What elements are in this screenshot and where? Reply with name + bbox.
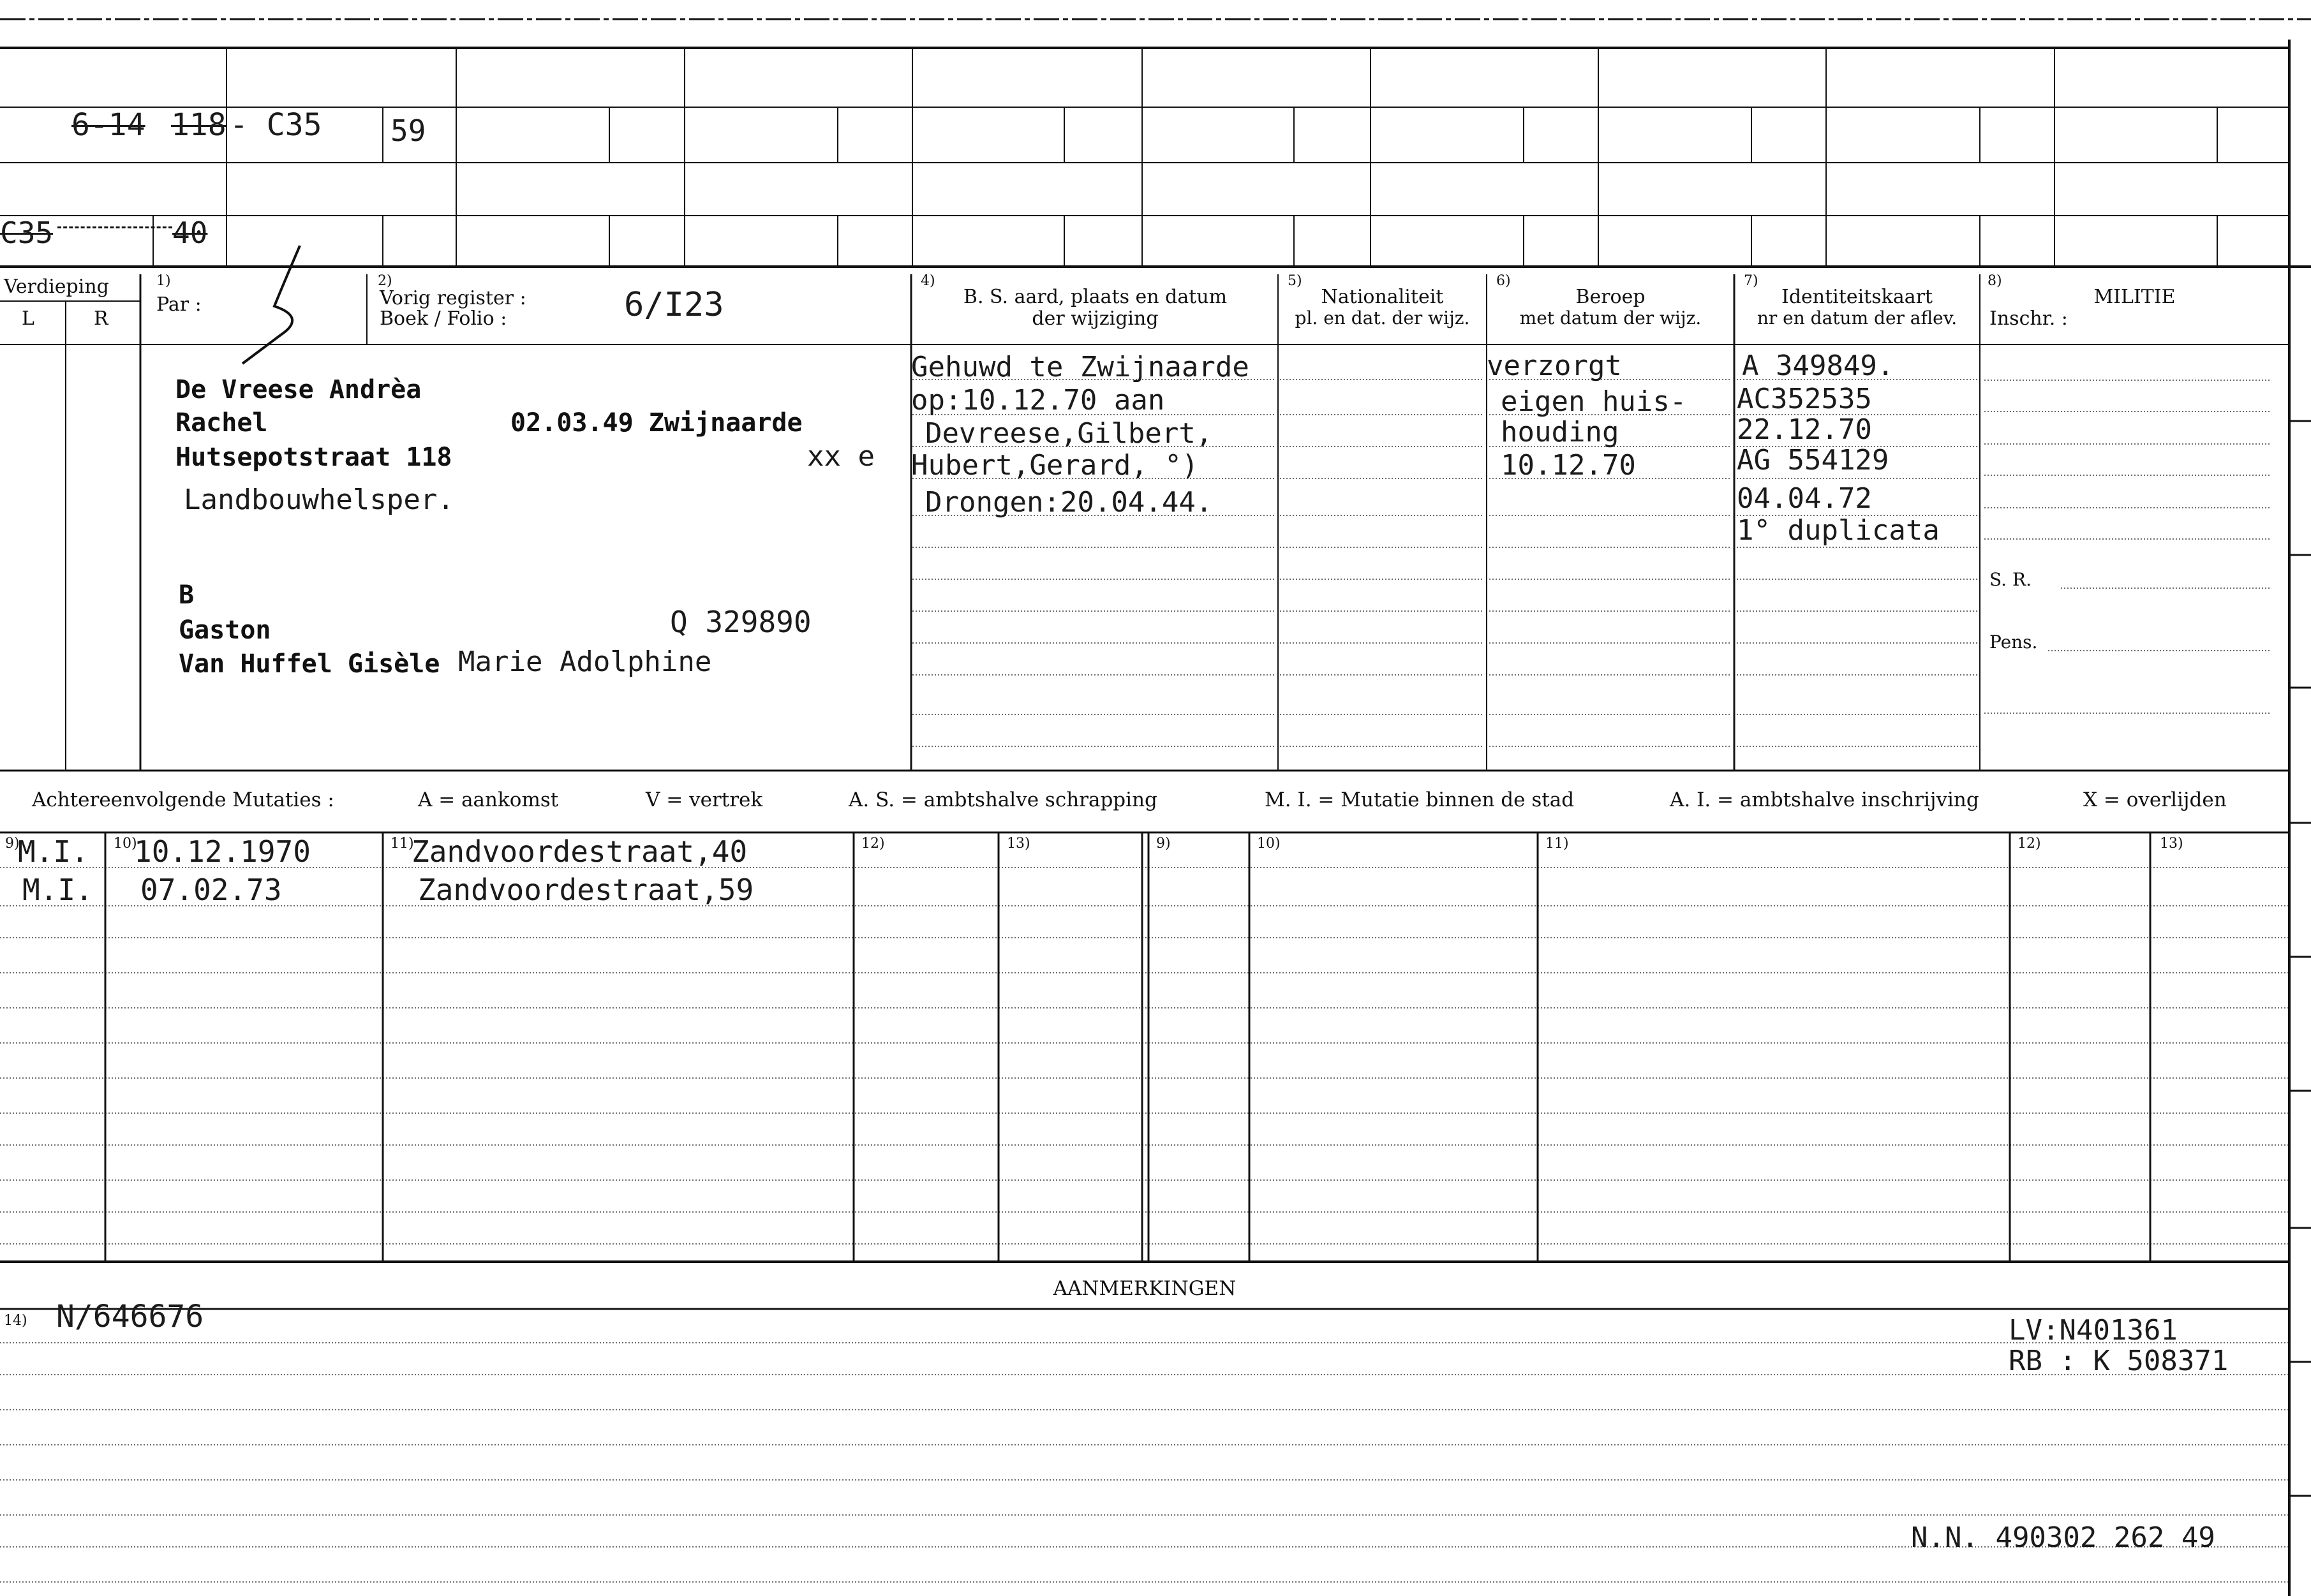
civil-line-1: Gehuwd te Zwijnaarde: [911, 351, 1249, 383]
header-5-num: 5): [1288, 273, 1302, 289]
father-firstname: Gaston: [179, 616, 271, 645]
civil-line-3: Devreese,Gilbert,: [925, 417, 1213, 450]
mut-col-11b: 11): [1545, 836, 1569, 852]
mut-col-10: 10): [114, 836, 137, 852]
mut-col-13b: 13): [2160, 836, 2183, 852]
id-line-3: 22.12.70: [1737, 413, 1872, 446]
header-2-num: 2): [378, 273, 392, 289]
header-l: L: [22, 307, 34, 330]
mother-names: Marie Adolphine: [458, 646, 712, 678]
legend-a: A = aankomst: [418, 788, 559, 811]
legend-v: V = vertrek: [646, 788, 763, 811]
person-address: Hutsepotstraat 118: [175, 443, 452, 472]
civil-line-2: op:10.12.70 aan: [911, 384, 1165, 417]
header-8-num: 8): [1988, 273, 2002, 289]
remarks-value: N/646676: [56, 1299, 204, 1334]
remarks-title: AANMERKINGEN: [1053, 1277, 1237, 1300]
top-old-number-a: 6-14: [71, 107, 145, 143]
top-old-code: C35: [0, 216, 54, 250]
id-line-1: A 349849.: [1742, 350, 1894, 382]
civil-line-4: Hubert,Gerard, °): [911, 449, 1199, 482]
mutation-type-2: M.I.: [22, 873, 93, 907]
mother-name: Van Huffel Gisèle: [179, 649, 440, 679]
id-line-5: 04.04.72: [1737, 482, 1872, 515]
beroep-line-3: houding: [1501, 416, 1619, 448]
header-boek-folio: Boek / Folio :: [380, 307, 507, 330]
beroep-line-4: 10.12.70: [1501, 449, 1636, 482]
person-birth: 02.03.49 Zwijnaarde: [510, 408, 803, 438]
legend-ai: A. I. = ambtshalve inschrijving: [1670, 788, 1979, 811]
legend-x: X = overlijden: [2083, 788, 2227, 811]
header-vorig-register: Vorig register :: [380, 287, 526, 309]
id-line-6: 1° duplicata: [1737, 514, 1940, 547]
strike-dash: [57, 226, 172, 228]
person-occupation: Landbouwhelsper.: [184, 484, 454, 516]
mutation-address-1: Zandvoordestraat,40: [412, 834, 748, 869]
parent-initial: B: [179, 580, 195, 610]
id-line-4: AG 554129: [1737, 444, 1889, 477]
header-nationaliteit: Nationaliteit: [1321, 286, 1444, 308]
civil-line-5: Drongen:20.04.44.: [925, 486, 1213, 519]
header-identiteitskaart: Identiteitskaart: [1781, 286, 1933, 308]
top-old-number-c: 40: [172, 216, 208, 250]
header-4-num: 4): [921, 273, 935, 289]
person-firstname: Rachel: [175, 408, 268, 438]
person-name: De Vreese Andrèa: [175, 375, 422, 404]
header-identiteitskaart-sub: nr en datum der aflev.: [1757, 307, 1958, 329]
person-mark: xx e: [807, 440, 875, 473]
beroep-line-1: verzorgt: [1487, 350, 1622, 382]
label-pens: Pens.: [1989, 632, 2038, 653]
legend-mi: M. I. = Mutatie binnen de stad: [1265, 788, 1575, 811]
header-wijziging: der wijziging: [1032, 307, 1159, 330]
header-r: R: [94, 307, 108, 330]
top-section-number: 59: [390, 114, 426, 148]
mutation-type-1: M.I.: [18, 834, 89, 869]
mut-col-11: 11): [390, 836, 414, 852]
header-militie: MILITIE: [2093, 286, 2176, 308]
remarks-lv: LV:N401361: [2009, 1314, 2178, 1347]
header-verdieping: Verdieping: [4, 276, 109, 298]
vorig-register-value: 6/I23: [624, 286, 724, 324]
mutation-date-1: 10.12.1970: [134, 834, 311, 869]
mutation-date-2: 07.02.73: [140, 873, 282, 907]
id-line-2: AC352535: [1737, 383, 1872, 415]
top-old-number-b: 118: [171, 107, 227, 143]
header-beroep-sub: met datum der wijz.: [1519, 307, 1702, 329]
mut-col-9b: 9): [1156, 836, 1171, 852]
mut-col-12: 12): [861, 836, 885, 852]
header-7-num: 7): [1744, 273, 1758, 289]
mutation-address-2: Zandvoordestraat,59: [418, 873, 754, 907]
header-bs-aard: B. S. aard, plaats en datum: [963, 286, 1228, 308]
header-inschr: Inschr. :: [1989, 307, 2068, 330]
top-section-code: - C35: [230, 107, 322, 143]
remarks-num: 14): [4, 1313, 27, 1329]
parent-code: Q 329890: [670, 605, 812, 639]
remarks-rb: RB : K 508371: [2009, 1345, 2229, 1377]
header-par: Par :: [156, 293, 202, 316]
mut-col-9: 9): [5, 836, 20, 852]
remarks-nn: N.N. 490302 262 49: [1911, 1521, 2215, 1554]
mut-col-10b: 10): [1257, 836, 1281, 852]
mut-col-13: 13): [1007, 836, 1030, 852]
beroep-line-2: eigen huis-: [1501, 385, 1687, 418]
legend-as: A. S. = ambtshalve schrapping: [849, 788, 1157, 811]
header-1-num: 1): [156, 273, 171, 289]
header-nationaliteit-sub: pl. en dat. der wijz.: [1295, 307, 1470, 329]
legend-title: Achtereenvolgende Mutaties :: [32, 788, 334, 811]
mut-col-12b: 12): [2017, 836, 2041, 852]
header-beroep: Beroep: [1575, 286, 1646, 308]
header-6-num: 6): [1496, 273, 1511, 289]
label-sr: S. R.: [1989, 569, 2032, 590]
